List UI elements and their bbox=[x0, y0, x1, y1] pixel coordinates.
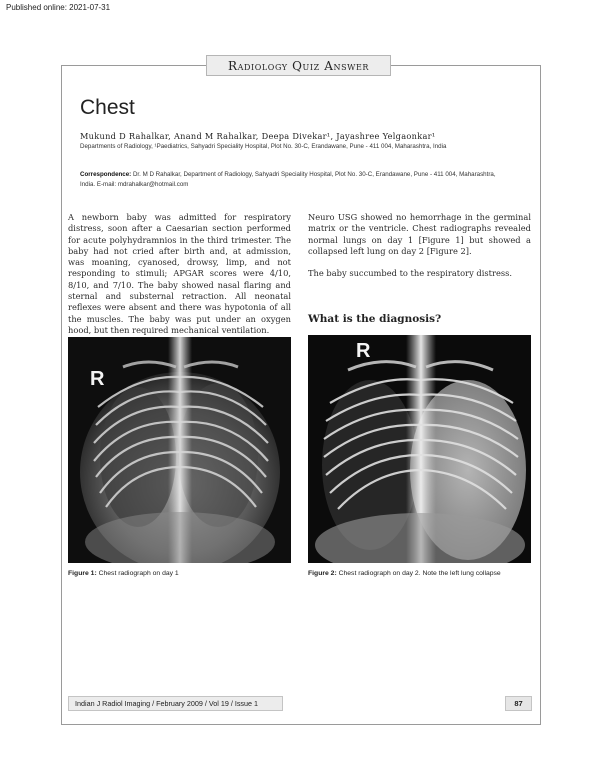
fig1-side-marker: R bbox=[90, 368, 105, 390]
fig2-side-marker: R bbox=[356, 340, 371, 362]
figure-1-caption bbox=[68, 570, 179, 577]
figure-1-caption-text: Chest radiograph on day 1 bbox=[96, 570, 179, 577]
correspondence-label: Correspondence: bbox=[80, 171, 132, 178]
journal-citation: Indian J Radiol Imaging / February 2009 / Vol 19 / Issue 1 bbox=[68, 696, 283, 711]
figure-1-caption-label: Figure 1: bbox=[68, 570, 97, 577]
figure-2-caption-label: Figure 2: bbox=[308, 570, 337, 577]
outcome-paragraph: The baby succumbed to the respiratory distress. bbox=[308, 268, 513, 279]
affiliation: Departments of Radiology, ¹Paediatrics, Sahyadri Speciality Hospital, Plot No. 30-C, Erandawane, Pune - 411 004, Maharashtra, India bbox=[80, 143, 447, 150]
correspondence-text: Dr. M D Rahalkar, Department of Radiology, Sahyadri Speciality Hospital, Plot No. 30-C, Erandawane, Pune - 411 004, Maharashtra, India. E-mail: mdrahalkar@hotmail.com bbox=[80, 171, 496, 188]
case-paragraph: A newborn baby was admitted for respiratory distress, soon after a Caesarian section performed for acute polyhydramnios in the third trimester. The baby had not cried after birth and, at admission, was moaning, cyanosed, drowsy, limp, and not responding to stimuli; APGAR scores were 4/10, 8/10, and 7/10. The baby showed nasal flaring and sternal and substernal retraction. All neonatal reflexes were absent and there was hypotonia of all the muscles. The baby was put under an oxygen hood, but then required mechanical ventilation. bbox=[68, 212, 291, 335]
figure-2-caption-text: Chest radiograph on day 2. Note the left lung collapse bbox=[336, 570, 501, 577]
figure-1-radiograph bbox=[68, 337, 291, 563]
left-column bbox=[68, 212, 291, 347]
figure-2-radiograph bbox=[308, 335, 531, 563]
author-list: Mukund D Rahalkar, Anand M Rahalkar, Deepa Divekar¹, Jayashree Yelgaonkar¹ bbox=[80, 131, 436, 141]
article-title: Chest bbox=[80, 96, 135, 119]
right-column bbox=[308, 212, 531, 290]
diagnosis-question: What is the diagnosis? bbox=[308, 313, 442, 325]
published-date: Published online: 2021-07-31 bbox=[6, 3, 111, 12]
figure-2-caption bbox=[308, 570, 501, 577]
usg-paragraph: Neuro USG showed no hemorrhage in the germinal matrix or the ventricle. Chest radiographs revealed normal lungs on day 1 [Figure 1] but showed a collapsed left lung on day 2 [Figure 2]. bbox=[308, 212, 531, 256]
section-badge: Radiology Quiz Answer bbox=[206, 55, 391, 76]
page-number: 87 bbox=[505, 696, 532, 711]
correspondence bbox=[80, 170, 500, 190]
